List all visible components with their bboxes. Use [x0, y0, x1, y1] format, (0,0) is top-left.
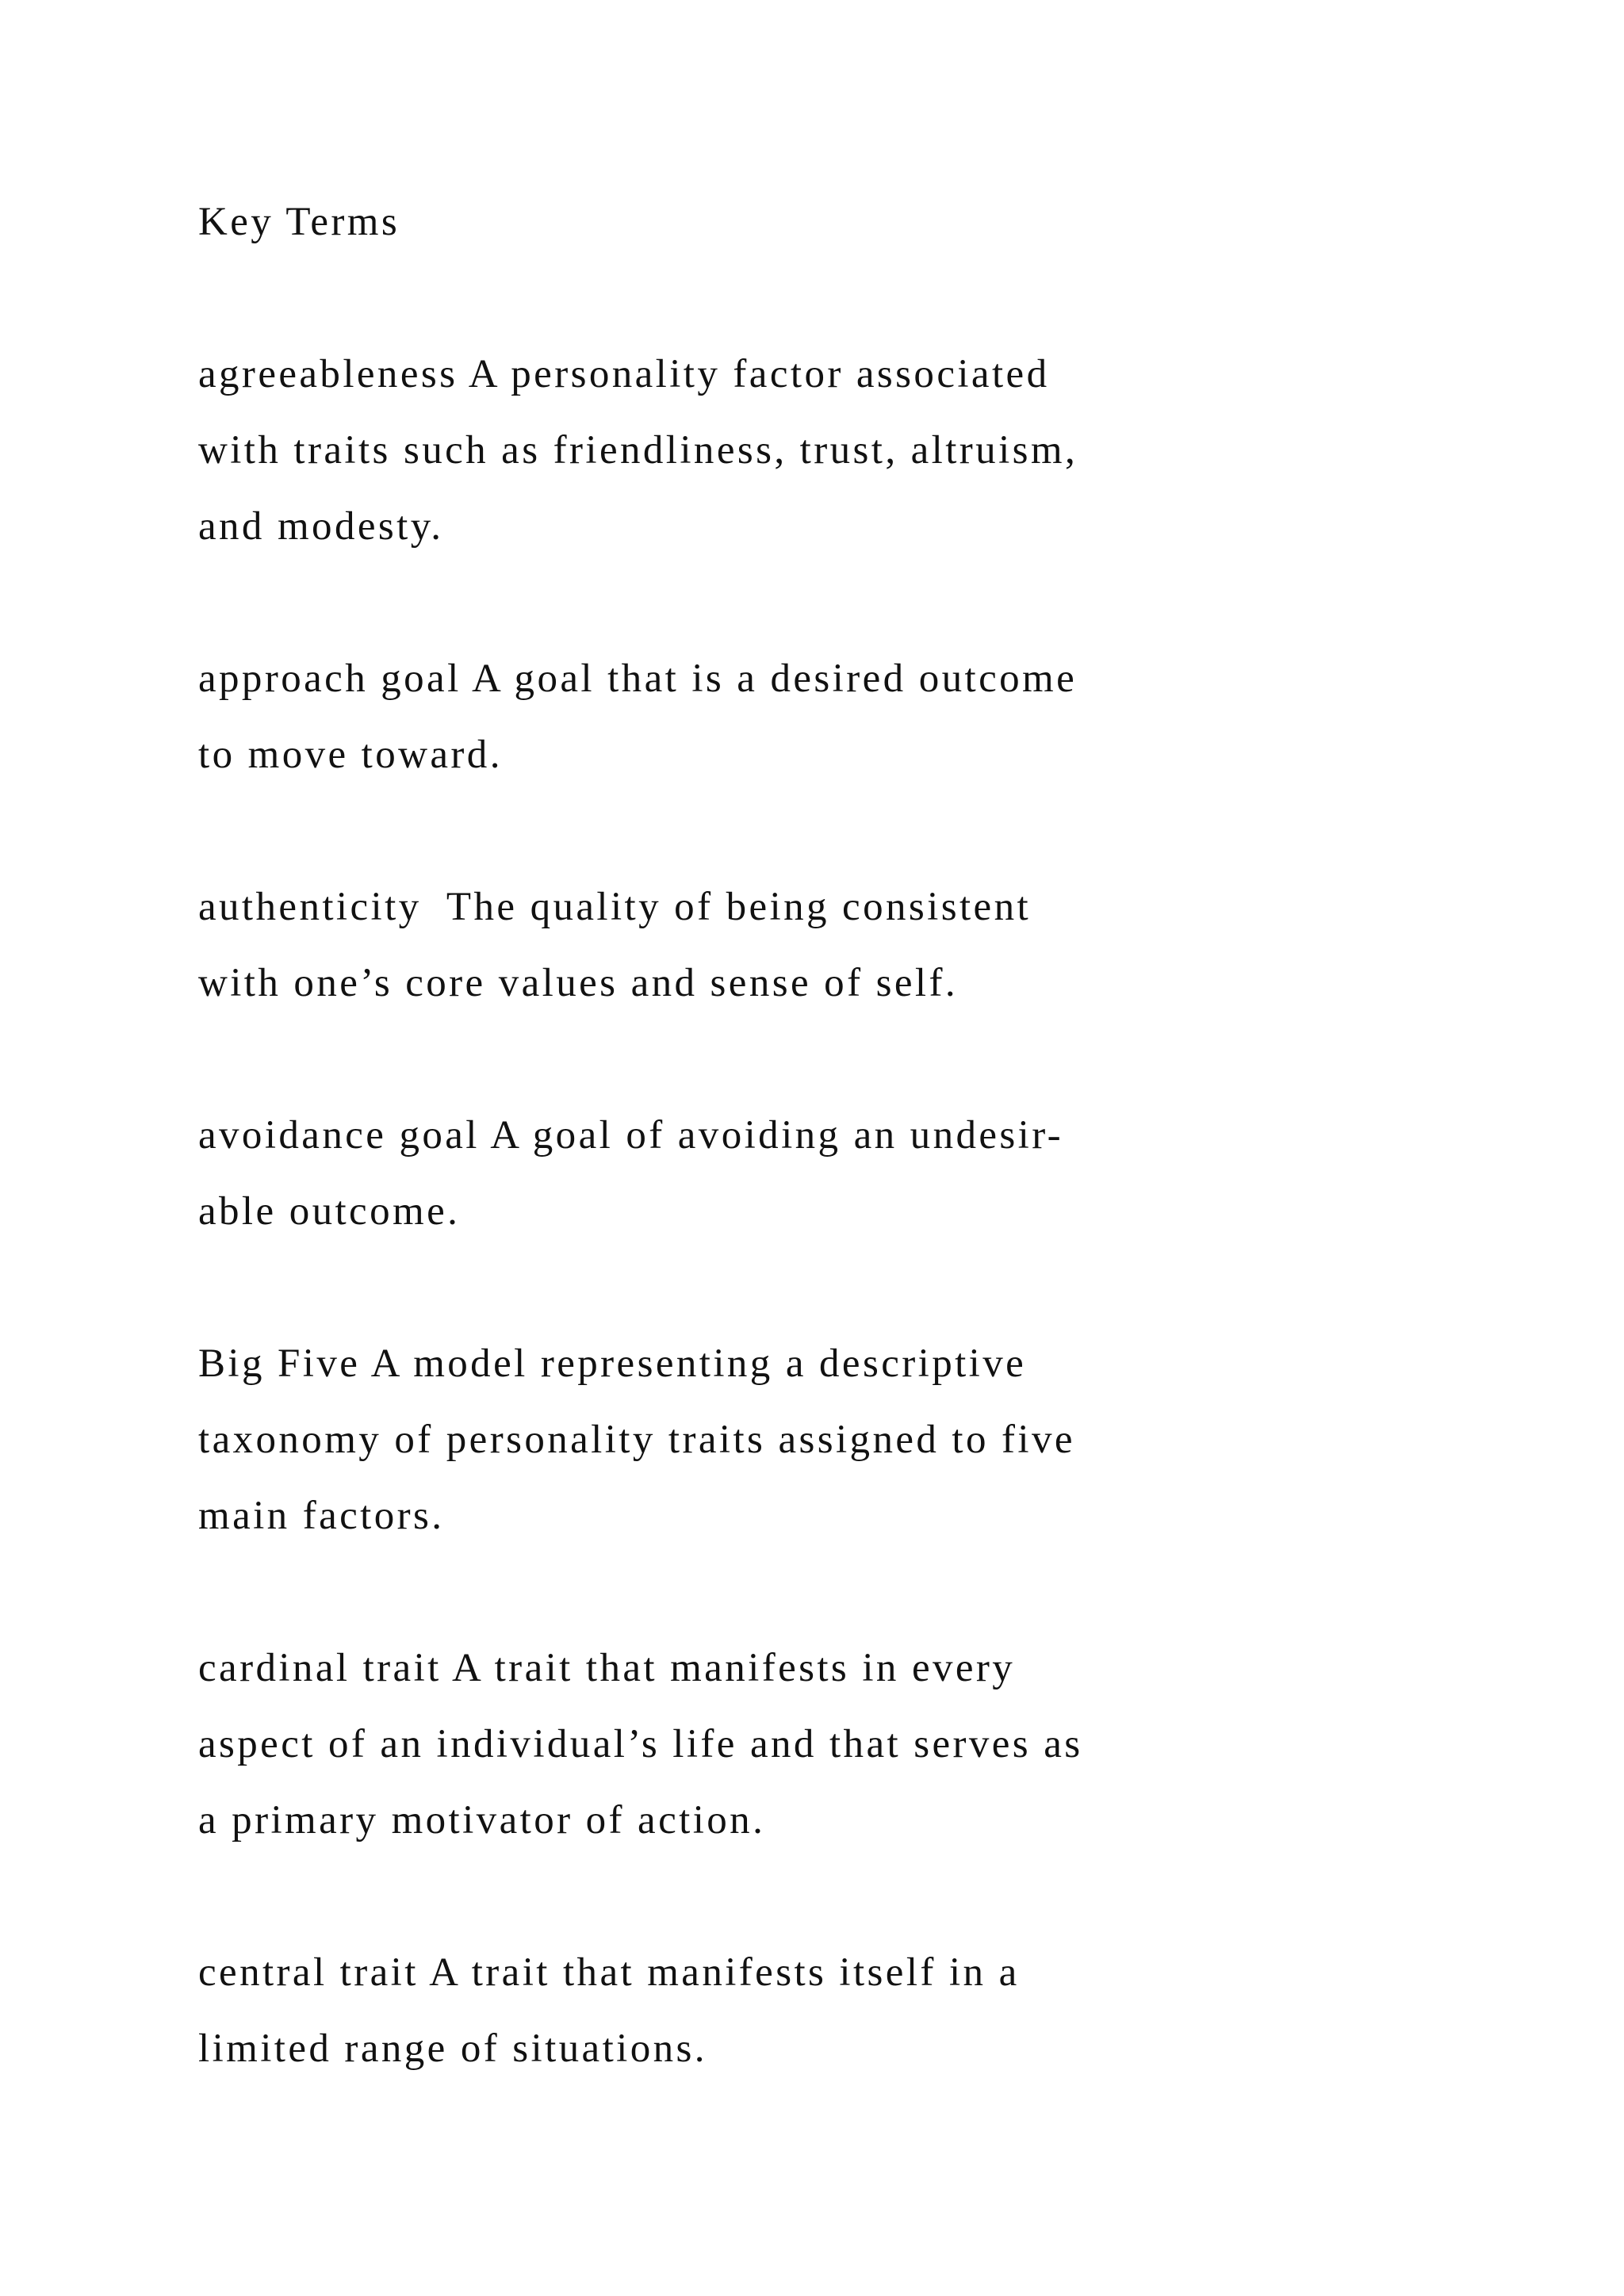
entry-line: Big Five A model representing a descriptive: [198, 1341, 1027, 1386]
entry-line: limited range of situations.: [198, 2026, 707, 2071]
entry-line: main factors.: [198, 1494, 445, 1538]
entry-line: aspect of an individual’s life and that serves as: [198, 1722, 1083, 1766]
entry-line: avoidance goal A goal of avoiding an undesir-: [198, 1113, 1063, 1158]
entry-line: approach goal A goal that is a desired outcome: [198, 656, 1078, 701]
section-heading: Key Terms: [198, 200, 400, 244]
term-entry-authenticity: [198, 869, 1467, 1021]
entry-line: with traits such as friendliness, trust, altruism,: [198, 428, 1078, 473]
entry-line: central trait A trait that manifests itself in a: [198, 1950, 1020, 1995]
entry-line: agreeableness A personality factor associated: [198, 352, 1050, 396]
term-entry-big-five: [198, 1326, 1467, 1554]
entry-line: with one’s core values and sense of self.: [198, 961, 958, 1005]
term-entry-central-trait: [198, 1934, 1467, 2087]
entry-line: authenticity The quality of being consistent: [198, 885, 1032, 929]
term-entry-avoidance-goal: [198, 1097, 1467, 1249]
entry-line: to move toward.: [198, 733, 503, 777]
entry-line: taxonomy of personality traits assigned to five: [198, 1418, 1075, 1462]
entry-line: a primary motivator of action.: [198, 1798, 766, 1843]
term-entry-approach-goal: [198, 641, 1467, 793]
term-entry-agreeableness: [198, 336, 1467, 564]
term-entry-cardinal-trait: [198, 1630, 1467, 1858]
entry-line: and modesty.: [198, 504, 444, 549]
entry-line: cardinal trait A trait that manifests in every: [198, 1646, 1016, 1690]
entry-line: able outcome.: [198, 1189, 461, 1234]
document-body: [198, 184, 1467, 2087]
